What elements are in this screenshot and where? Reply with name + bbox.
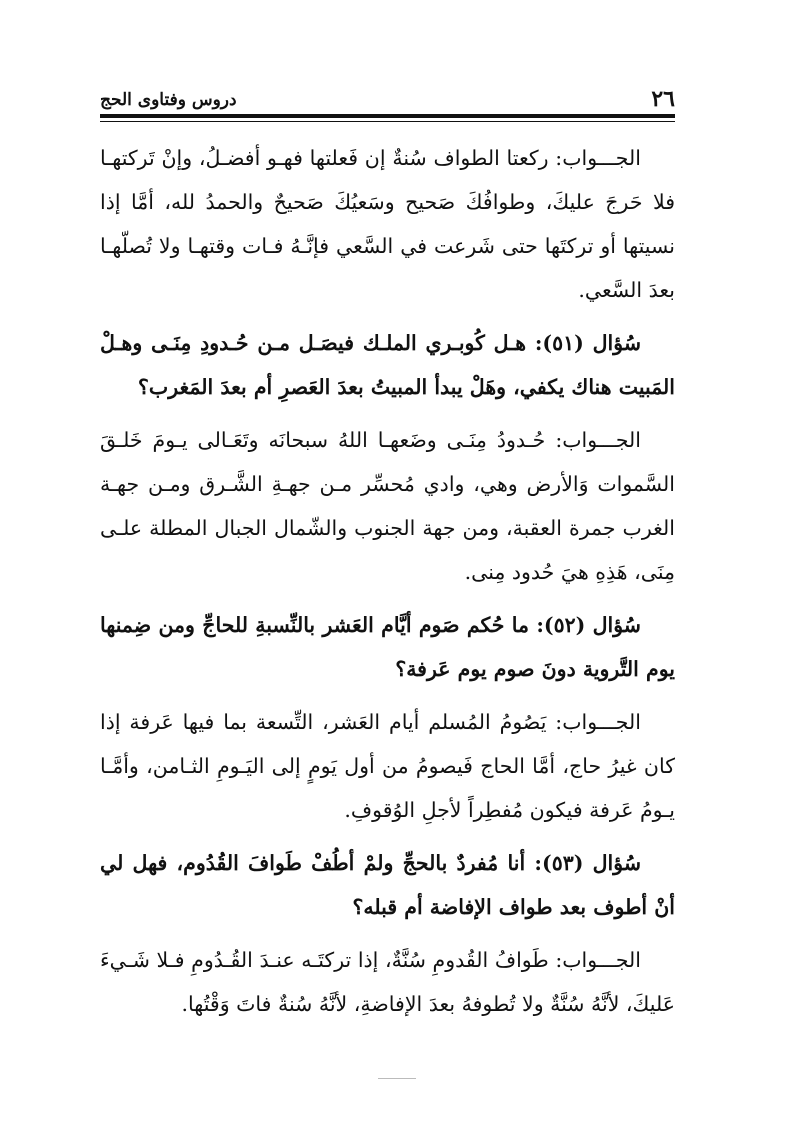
question-text: هـل كُوبـري الملـك فيصَـل مـن حُـدودِ مِنَـى وهـلْ المَبيت هناك يكفي، وهَلْ يبدأ المبيتُ بعدَ العَصرِ أم بعدَ المَغرب؟ bbox=[100, 331, 675, 399]
answer-text: يَصُومُ المُسلم أيام العَشر، التِّسعة بما فيها عَرفة إذا كان غيرُ حاج، أمَّا الحاج فَيصومُ من أول يَومٍ إلى اليَـومِ الثـامن، وأمَّـا يـومُ عَرفة فيكون مُفطِراً لأجلِ الوُقوفِ. bbox=[100, 710, 675, 822]
answer-label: الجـــواب: bbox=[555, 428, 641, 452]
page-header bbox=[100, 86, 675, 116]
question-label: سُؤال (٥٣): bbox=[534, 851, 641, 875]
page-number: ٢٦ bbox=[651, 86, 675, 112]
answer-label: الجـــواب: bbox=[555, 710, 641, 734]
question-paragraph bbox=[100, 603, 675, 691]
answer-text: حُـدودُ مِنَـى وضَعهـا اللهُ سبحانَه وتَعَـالى يـومَ خَلـقَ السَّموات وَالأرض وهي، وادي مُحسِّر مـن جهـةِ الشَّـرق ومـن جهـة الغرب جمرة العقبة، ومن جهة الجنوب والشّمال الجبال المطلة علـى مِنَى، هَذِهِ هيَ حُدود مِنى. bbox=[100, 428, 675, 584]
header-rule-thin bbox=[100, 121, 675, 122]
answer-paragraph bbox=[100, 136, 675, 312]
question-label: سُؤال (٥١): bbox=[534, 331, 641, 355]
question-text: ما حُكم صَوم أيَّام العَشر بالنِّسبةِ للحاجِّ ومن ضِمنها يوم التَّروية دونَ صوم يوم عَرفة؟ bbox=[100, 613, 675, 681]
question-label: سُؤال (٥٢): bbox=[536, 613, 641, 637]
question-paragraph bbox=[100, 841, 675, 929]
page-body bbox=[100, 136, 675, 1035]
answer-paragraph bbox=[100, 700, 675, 832]
answer-label: الجـــواب: bbox=[555, 948, 641, 972]
answer-text: طَوافُ القُدومِ سُنَّةٌ، إذا تركتَـه عنـدَ القُـدُومِ فـلا شَـيءَ عَليكَ، لأنَّهُ سُنَّةٌ ولا تُطوفهُ بعدَ الإفاضةِ، لأنَّهُ سُنةٌ فاتَ وَقْتُها. bbox=[100, 948, 675, 1016]
question-text: أنا مُفردٌ بالحجِّ ولمْ أطُفْ طَوافَ القُدُوم، فهل لي أنْ أطوف بعد طواف الإفاضة أم قبله؟ bbox=[100, 851, 675, 919]
running-title: دروس وفتاوى الحج bbox=[100, 90, 237, 110]
question-paragraph bbox=[100, 321, 675, 409]
answer-paragraph bbox=[100, 418, 675, 594]
header-rule-thick bbox=[100, 114, 675, 118]
answer-text: ركعتا الطواف سُنةٌ إن فَعلتها فهـو أفضـلُ، وإنْ تَركتهـا فلا حَرجَ عليكَ، وطوافُكَ صَحيح وسَعيُكَ صَحيحٌ والحمدُ لله، أمَّا إذا نسيتها أو تركتَها حتى شَرعت في السَّعي فإنَّـهُ فـات وقتهـا ولا تُصلّهـا بعدَ السَّعي. bbox=[100, 146, 675, 302]
footer-mark bbox=[378, 1078, 416, 1079]
answer-paragraph bbox=[100, 938, 675, 1026]
answer-label: الجـــواب: bbox=[555, 146, 641, 170]
